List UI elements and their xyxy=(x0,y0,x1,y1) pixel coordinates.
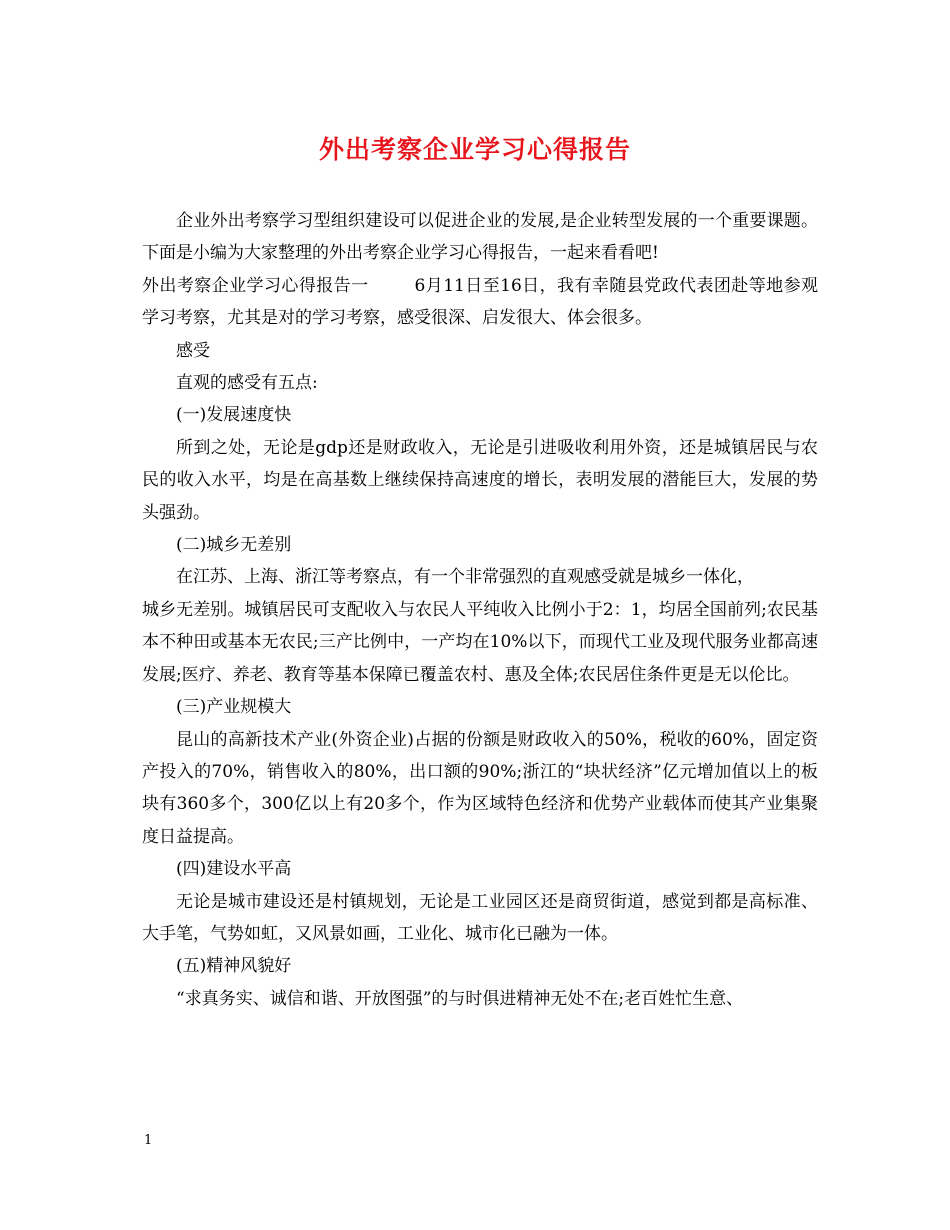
document-title: 外出考察企业学习心得报告 xyxy=(318,135,631,164)
intro-paragraph: 企业外出考察学习型组织建设可以促进企业的发展,是企业转型发展的一个重要课题。下面是小编为大家整理的外出考察企业学习心得报告，一起来看看吧! xyxy=(142,211,818,264)
point4-paragraph: 无论是城市建设还是村镇规划，无论是工业园区还是商贸街道，感觉到都是高标准、大手笔，气势如虹，又风景如画，工业化、城市化已融为一体。 xyxy=(142,891,818,944)
page-number: 1 xyxy=(144,1133,153,1148)
report-opening-text: 6月11日至16日，我有幸随县党政代表团赴等地参观学习考察，尤其是对的学习考察，感受很深、启发很大、体会很多。 xyxy=(142,275,818,329)
point2-paragraph-line1: 在江苏、上海、浙江等考察点，有一个非常强烈的直观感受就是城乡一体化， xyxy=(176,567,754,588)
point4-heading: (四)建设水平高 xyxy=(176,859,292,880)
report-heading: 外出考察企业学习心得报告一 xyxy=(142,275,369,296)
point3-paragraph: 昆山的高新技术产业(外资企业)占据的份额是财政收入的50%，税收的60%，固定资产投入的70%，销售收入的80%，出口额的90%;浙江的“块状经济”亿元增加值以上的板块有360多个，300亿以上有20多个，作为区域特色经济和优势产业载体而使其产业集聚度日益提高。 xyxy=(142,729,818,847)
point5-paragraph: “求真务实、诚信和谐、开放图强”的与时俱进精神无处不在;老百姓忙生意、 xyxy=(176,988,744,1009)
feel-summary: 直观的感受有五点: xyxy=(176,373,318,394)
point1-heading: (一)发展速度快 xyxy=(176,405,292,426)
section-heading-feel: 感受 xyxy=(176,340,210,361)
point2-heading: (二)城乡无差别 xyxy=(176,535,292,556)
point5-heading: (五)精神风貌好 xyxy=(176,956,292,977)
document-body xyxy=(142,205,818,1015)
point3-heading: (三)产业规模大 xyxy=(176,697,292,718)
report-opening-paragraph xyxy=(142,270,818,335)
point2-paragraph: 城乡无差别。城镇居民可支配收入与农民人平纯收入比例小于2：1，均居全国前列;农民基本不种田或基本无农民;三产比例中，一产均在10%以下，而现代工业及现代服务业都高速发展;医疗、养老、教育等基本保障已覆盖农村、惠及全体;农民居住条件更是无以伦比。 xyxy=(142,599,818,685)
point1-paragraph: 所到之处，无论是gdp还是财政收入，无论是引进吸收利用外资，还是城镇居民与农民的收入水平，均是在高基数上继续保持高速度的增长，表明发展的潜能巨大，发展的势头强劲。 xyxy=(142,437,818,523)
